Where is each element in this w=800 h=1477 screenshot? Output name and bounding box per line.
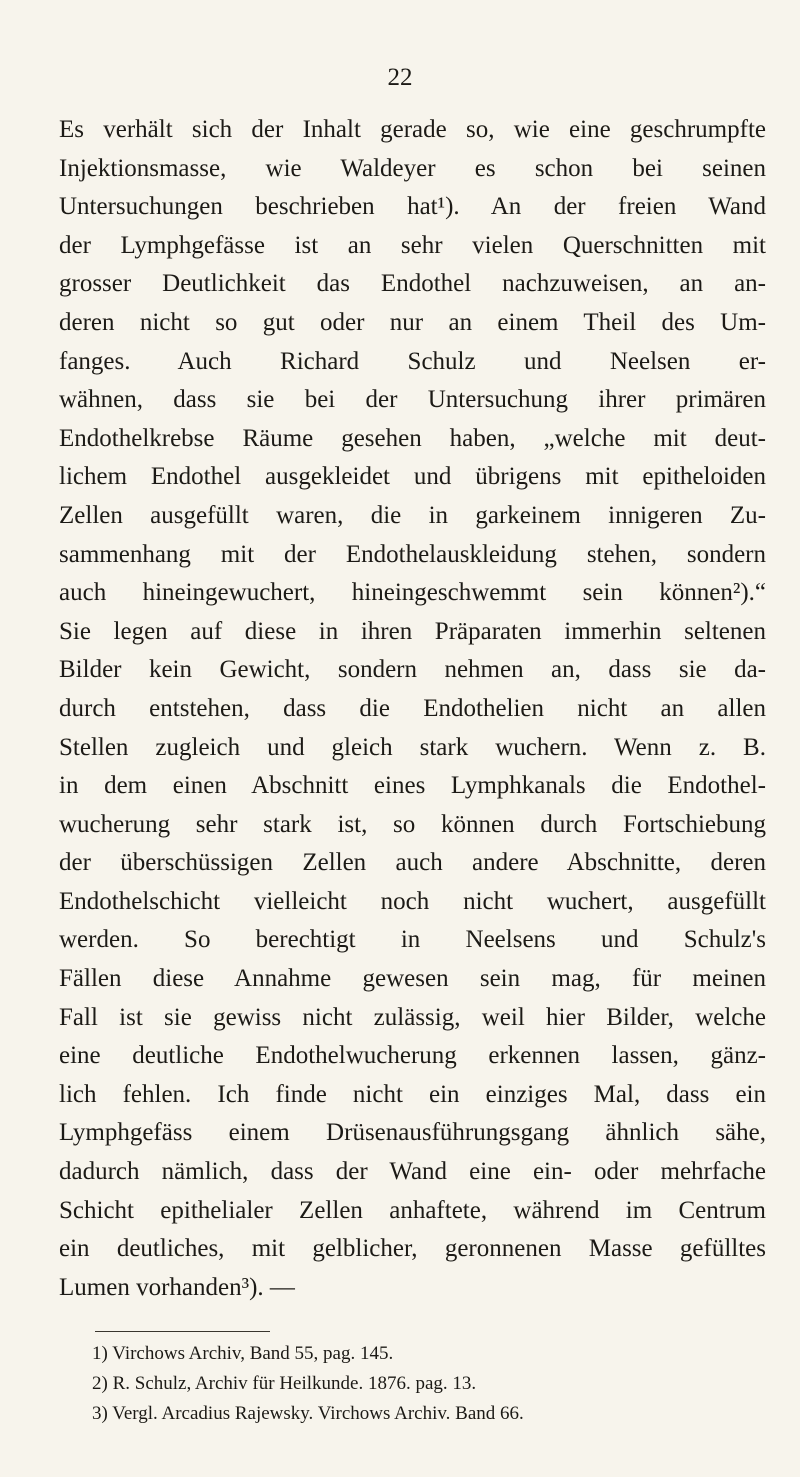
text-line: Endothelschicht vielleicht noch nicht wuchert, ausgefüllt — [59, 887, 766, 915]
text-line: Injektionsmasse, wie Waldeyer es schon bei seinen — [59, 154, 766, 182]
text-line: dadurch nämlich, dass der Wand eine ein- oder mehrfache — [59, 1158, 766, 1186]
text-line: in dem einen Abschnitt eines Lymphkanals die Endothel- — [59, 772, 766, 800]
text-line: Schicht epithelialer Zellen anhaftete, während im Centrum — [59, 1196, 766, 1224]
text-line: deren nicht so gut oder nur an einem Theil des Um- — [59, 308, 766, 336]
text-line: wucherung sehr stark ist, so können durch Fortschiebung — [59, 810, 766, 838]
text-line: grosser Deutlichkeit das Endothel nachzuweisen, an an- — [59, 270, 766, 298]
text-line: sammenhang mit der Endothelauskleidung stehen, sondern — [59, 540, 766, 568]
text-line: Fall ist sie gewiss nicht zulässig, weil hier Bilder, welche — [59, 1003, 766, 1031]
text-line: Fällen diese Annahme gewesen sein mag, für meinen — [59, 965, 766, 993]
text-line: durch entstehen, dass die Endothelien nicht an allen — [59, 694, 766, 722]
text-line: lichem Endothel ausgekleidet und übrigens mit epitheloiden — [59, 463, 766, 491]
text-line: wähnen, dass sie bei der Untersuchung ihrer primären — [59, 386, 766, 414]
text-line: der Lymphgefässe ist an sehr vielen Querschnitten mit — [59, 231, 766, 259]
body-text — [59, 111, 766, 1307]
footnote: 2) R. Schulz, Archiv für Heilkunde. 1876. pag. 13. — [92, 1372, 477, 1394]
text-line: Stellen zugleich und gleich stark wuchern. Wenn z. B. — [59, 733, 766, 761]
text-line: Sie legen auf diese in ihren Präparaten immerhin seltenen — [59, 617, 766, 645]
text-line: auch hineingewuchert, hineingeschwemmt sein können²).“ — [59, 579, 766, 607]
text-line: Lymphgefäss einem Drüsenausführungsgang ähnlich sähe, — [59, 1119, 766, 1147]
text-line: fanges. Auch Richard Schulz und Neelsen er- — [59, 347, 766, 375]
text-line: Untersuchungen beschrieben hat¹). An der freien Wand — [59, 193, 766, 221]
text-line: der überschüssigen Zellen auch andere Abschnitte, deren — [59, 849, 766, 877]
footnote: 3) Vergl. Arcadius Rajewsky. Virchows Archiv. Band 66. — [92, 1402, 524, 1424]
text-line: Lumen vorhanden³). — — [59, 1273, 295, 1301]
text-line: Endothelkrebse Räume gesehen haben, „welche mit deut- — [59, 424, 766, 452]
text-line: werden. So berechtigt in Neelsens und Schulz's — [59, 926, 766, 954]
text-line: eine deutliche Endothelwucherung erkennen lassen, gänz- — [59, 1042, 766, 1070]
text-line: Bilder kein Gewicht, sondern nehmen an, dass sie da- — [59, 656, 766, 684]
page-number: 22 — [387, 64, 413, 91]
text-line: Es verhält sich der Inhalt gerade so, wie eine geschrumpfte — [59, 116, 766, 143]
footnote-divider — [95, 1331, 270, 1332]
text-line: ein deutliches, mit gelblicher, geronnenen Masse gefülltes — [59, 1235, 766, 1263]
text-line: lich fehlen. Ich finde nicht ein einziges Mal, dass ein — [59, 1080, 766, 1108]
footnote: 1) Virchows Archiv, Band 55, pag. 145. — [92, 1343, 394, 1364]
text-line: Zellen ausgefüllt waren, die in garkeinem innigeren Zu- — [59, 501, 766, 529]
footnotes — [92, 1339, 772, 1428]
